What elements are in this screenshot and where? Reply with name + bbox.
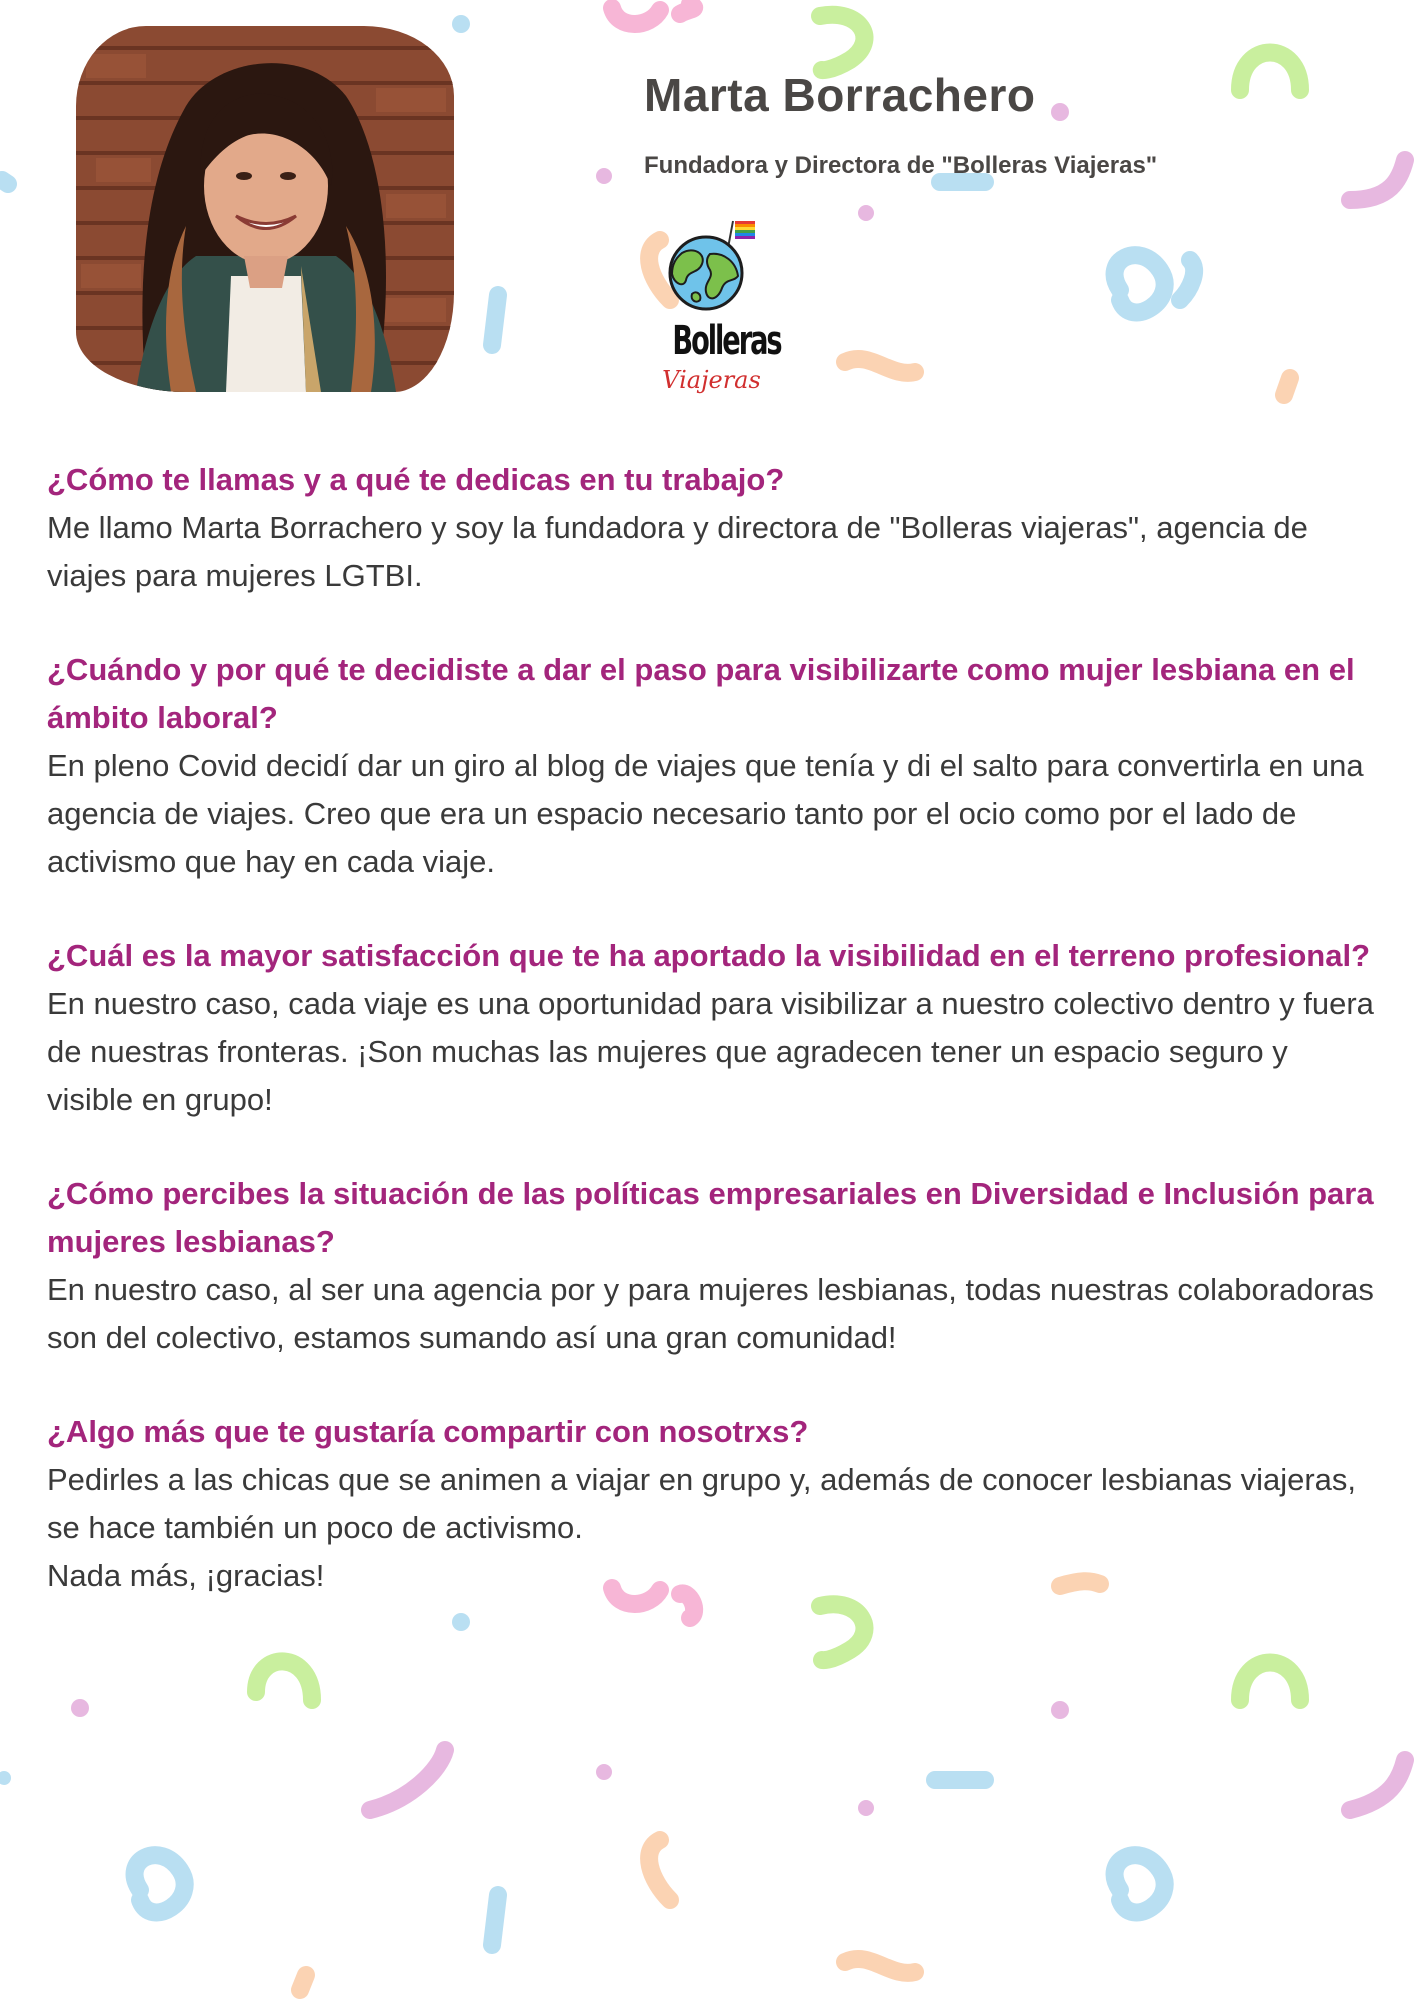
answer: En pleno Covid decidí dar un giro al blog de viajes que tenía y di el salto para convertirla en una agencia de viajes. Creo que era un espacio necesario tanto por el ocio como por el lado de activismo que hay en cada viaje. <box>47 748 1364 879</box>
answer: Me llamo Marta Borrachero y soy la fundadora y directora de "Bolleras viajeras", agencia de viajes para mujeres LGTBI. <box>47 510 1308 593</box>
question: ¿Cómo percibes la situación de las políticas empresariales en Diversidad e Inclusión para mujeres lesbianas? <box>47 1176 1374 1259</box>
question: ¿Cuándo y por qué te decidiste a dar el paso para visibilizarte como mujer lesbiana en el ámbito laboral? <box>47 652 1355 735</box>
qa-item <box>47 1170 1377 1362</box>
qa-item <box>47 1408 1377 1600</box>
person-role: Fundadora y Directora de "Bolleras Viajeras" <box>644 152 1158 179</box>
interview <box>47 456 1377 1646</box>
question: ¿Algo más que te gustaría compartir con nosotrxs? <box>47 1414 809 1449</box>
profile-photo <box>76 26 454 392</box>
logo-wordmark: Bolleras <box>672 318 781 364</box>
qa-item <box>47 646 1377 886</box>
logo-script-text: Viajeras <box>662 366 761 394</box>
answer: En nuestro caso, cada viaje es una oportunidad para visibilizar a nuestro colectivo dentro y fuera de nuestras fronteras. ¡Son muchas las mujeres que agradecen tener un espacio seguro y visible en grupo! <box>47 986 1374 1117</box>
globe-icon <box>644 218 774 323</box>
closing-line: Nada más, ¡gracias! <box>47 1558 325 1593</box>
qa-item <box>47 456 1377 600</box>
question: ¿Cuál es la mayor satisfacción que te ha aportado la visibilidad en el terreno profesional? <box>47 938 1371 973</box>
answer: En nuestro caso, al ser una agencia por y para mujeres lesbianas, todas nuestras colaboradoras son del colectivo, estamos sumando así una gran comunidad! <box>47 1272 1374 1355</box>
answer: Pedirles a las chicas que se animen a viajar en grupo y, además de conocer lesbianas viajeras, se hace también un poco de activismo. <box>47 1462 1357 1545</box>
person-name: Marta Borrachero <box>644 69 1036 121</box>
bolleras-viajeras-logo <box>644 218 781 418</box>
qa-item <box>47 932 1377 1124</box>
question: ¿Cómo te llamas y a qué te dedicas en tu trabajo? <box>47 462 785 497</box>
